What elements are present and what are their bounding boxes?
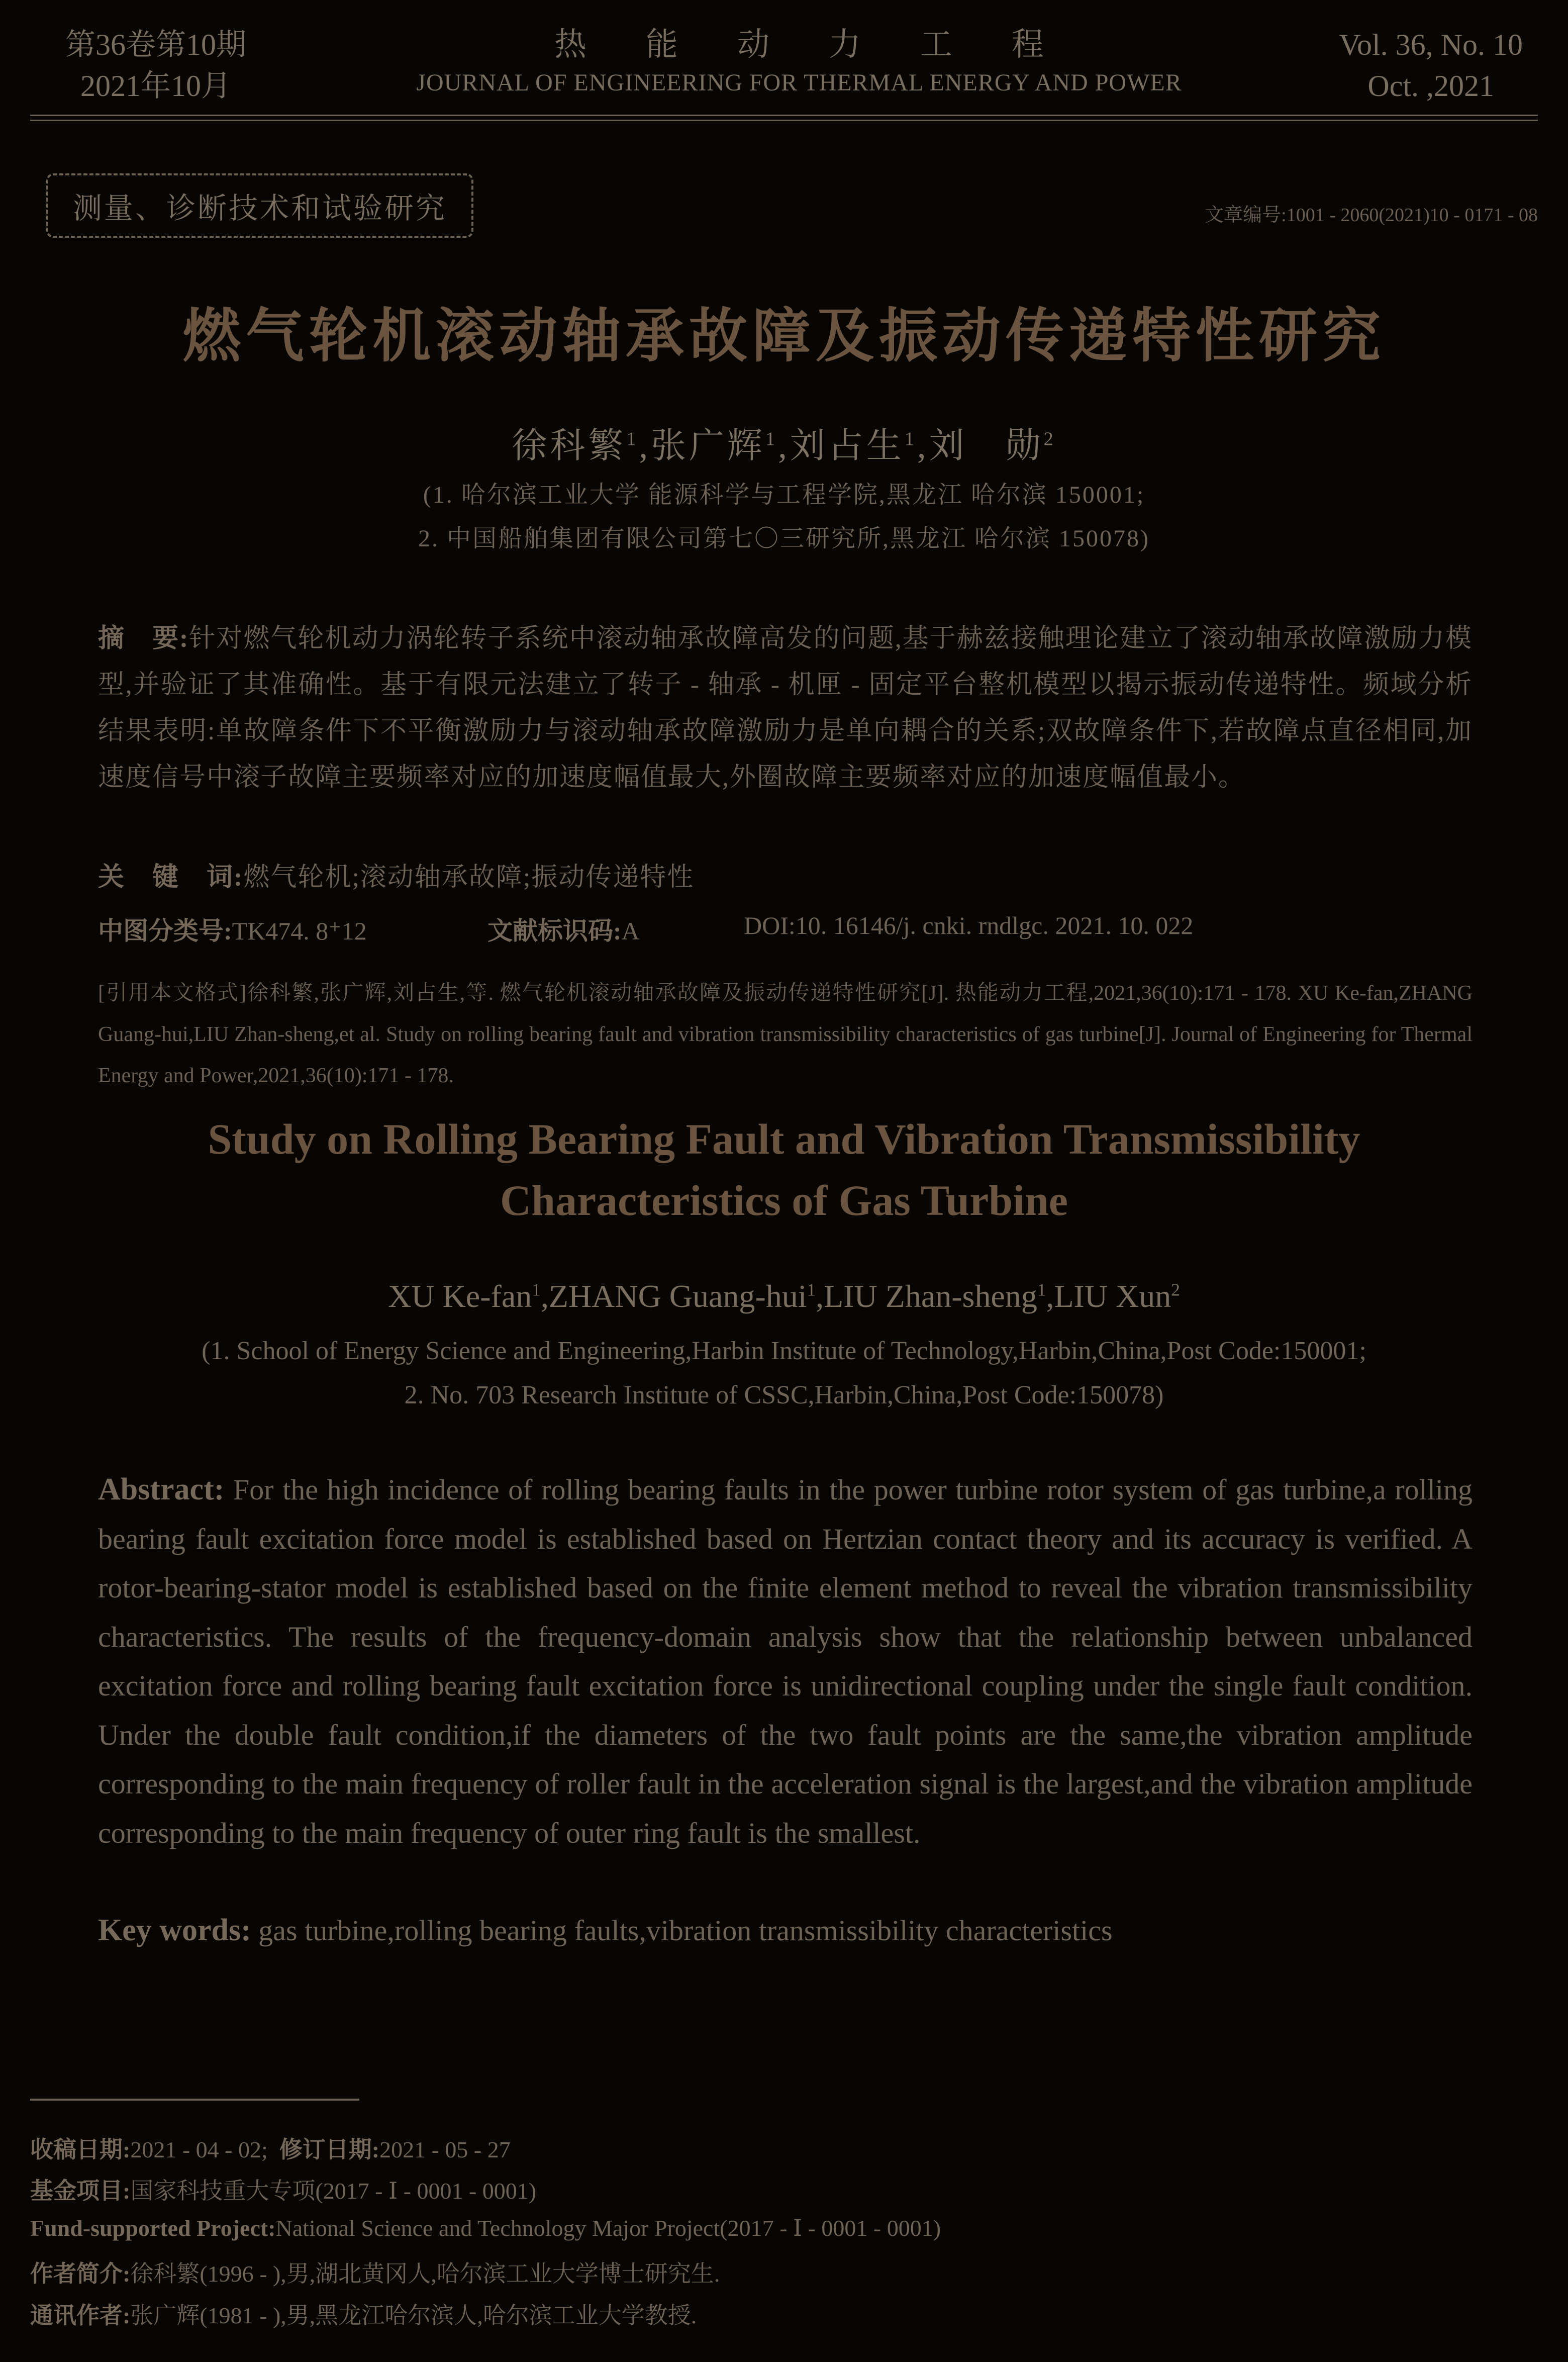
doc-code-label: 文献标识码: bbox=[487, 917, 622, 945]
author-affil-mark: 1 bbox=[765, 428, 778, 450]
issue-volume-en: Vol. 36, No. 10 bbox=[1339, 28, 1523, 61]
authors-cn: 徐科繁$^1$,张广辉$^1$,刘占生$^1$,刘 勋$^2$ bbox=[512, 427, 1056, 465]
author-affil-mark: 2 bbox=[1171, 1280, 1180, 1300]
abstract-cn-label: 摘 要: bbox=[98, 624, 189, 653]
journal-title-en: JOURNAL OF ENGINEERING FOR THERMAL ENERGY AND POWER bbox=[416, 69, 1182, 96]
affiliation-cn-2: 2. 中国船舶集团有限公司第七〇三研究所,黑龙江 哈尔滨 150078) bbox=[418, 525, 1150, 552]
keywords-cn bbox=[98, 855, 1473, 901]
issue-volume-cn: 第36卷第10期 bbox=[65, 28, 246, 61]
doi: DOI:10. 16146/j. cnki. rndlgc. 2021. 10. 022 bbox=[744, 911, 1194, 939]
author-affil-mark: 1 bbox=[1037, 1280, 1046, 1300]
issue-date-cn: 2021年10月 bbox=[80, 69, 231, 103]
received-label: 收稿日期: bbox=[30, 2137, 131, 2162]
abstract-cn bbox=[98, 616, 1473, 801]
author-cn: 刘 勋 bbox=[929, 427, 1044, 465]
abstract-cn-text: 针对燃气轮机动力涡轮转子系统中滚动轴承故障高发的问题,基于赫兹接触理论建立了滚动轴承故障激励力模型,并验证了其准确性。基于有限元法建立了转子 - 轴承 - 机匣 - 固定平台整机模型以揭示振动传递特性。频域分析结果表明:单故障条件下不平衡激励力与滚动轴承故障激励力是单向耦合的关系;双故障条件下,若故障点直径相同,加速度信号中滚子故障主要频率对应的加速度幅值最大,外圈故障主要频率对应的加速度幅值最小。 bbox=[98, 624, 1473, 792]
keywords-en-label: Key words: bbox=[98, 1913, 251, 1947]
journal-title-cn: 热能动力工程 bbox=[554, 27, 1103, 62]
title-en bbox=[0, 1108, 1568, 1231]
article-number: 文章编号:1001 - 2060(2021)10 - 0171 - 08 bbox=[1205, 205, 1538, 226]
affiliation-en-1: (1. School of Energy Science and Engineering,Harbin Institute of Technology,Harbin,China,Post Code:150001; bbox=[202, 1337, 1366, 1365]
footnote-author bbox=[30, 2255, 720, 2289]
abstract-en-text: For the high incidence of rolling bearing faults in the power turbine rotor system of gas turbine,a rolling bearing fault excitation force model is established based on Hertzian contact theory and its accuracy is verified. A rotor-bearing-stator model is established based on the finite element method to reveal the vibration transmissibility characteristics. The results of the frequency-domain analysis show that the relationship between unbalanced excitation force and rolling bearing fault excitation force is unidirectional coupling under the single fault condition. Under the double fault condition,if the diameters of the two fault points are the same,the vibration amplitude corresponding to the main frequency of roller fault in the acceleration signal is the largest,and the vibration amplitude corresponding to the main frequency of outer ring fault is the smallest. bbox=[98, 1473, 1473, 1849]
footnote-rule bbox=[30, 2099, 359, 2101]
fund-en-text: National Science and Technology Major Project(2017 - Ⅰ - 0001 - 0001) bbox=[275, 2215, 941, 2241]
keywords-cn-label: 关 键 词: bbox=[98, 863, 244, 892]
column-tag-label: 测量、诊断技术和试验研究 bbox=[72, 192, 447, 225]
footnote-fund-cn bbox=[30, 2172, 536, 2206]
classification-row bbox=[98, 911, 367, 947]
clc-value: TK474. 8⁺12 bbox=[232, 917, 367, 945]
keywords-cn-text: 燃气轮机;滚动轴承故障;振动传递特性 bbox=[243, 863, 695, 892]
author-affil-mark: 2 bbox=[1043, 428, 1056, 450]
column-tag bbox=[46, 173, 473, 238]
revised-label: 修订日期: bbox=[279, 2137, 380, 2162]
footnote-corresponding bbox=[30, 2297, 697, 2330]
citation-label: [引用本文格式] bbox=[98, 982, 246, 1005]
citation-text: 徐科繁,张广辉,刘占生,等. 燃气轮机滚动轴承故障及振动传递特性研究[J]. 热能动力工程,2021,36(10):171 - 178. XU Ke-fan,ZHANG Guang-hui,LIU Zhan-sheng,et al. Study on rolling bearing fault and vibration transmissibility characteristics of gas turbine[J]. Journal of Engineering for Thermal Energy and Power,2021,36(10):171 - 178. bbox=[98, 982, 1473, 1087]
author-bio-label: 作者简介: bbox=[30, 2261, 131, 2287]
author-cn: 张广辉 bbox=[651, 427, 765, 465]
title-cn: 燃气轮机滚动轴承故障及振动传递特性研究 bbox=[182, 302, 1386, 370]
author-en: LIU Zhan-sheng bbox=[824, 1278, 1037, 1314]
title-en-line-2: Characteristics of Gas Turbine bbox=[500, 1176, 1068, 1224]
author-en: XU Ke-fan bbox=[388, 1278, 532, 1314]
keywords-en-text: gas turbine,rolling bearing faults,vibration transmissibility characteristics bbox=[258, 1914, 1113, 1947]
received-date: 2021 - 04 - 02; bbox=[130, 2137, 268, 2162]
citation bbox=[98, 973, 1473, 1096]
author-en: LIU Xun bbox=[1054, 1278, 1171, 1314]
fund-cn-label: 基金项目: bbox=[30, 2178, 131, 2204]
footnote-dates bbox=[30, 2131, 511, 2164]
author-cn: 徐科繁 bbox=[512, 427, 627, 465]
journal-issue-cn bbox=[65, 24, 246, 107]
author-affil-mark: 1 bbox=[626, 428, 639, 450]
document-code bbox=[487, 911, 640, 947]
keywords-en bbox=[98, 1906, 1473, 1955]
affiliation-cn-1: (1. 哈尔滨工业大学 能源科学与工程学院,黑龙江 哈尔滨 150001; bbox=[423, 482, 1145, 508]
fund-cn-text: 国家科技重大专项(2017 - Ⅰ - 0001 - 0001) bbox=[130, 2178, 537, 2204]
clc-label: 中图分类号: bbox=[98, 917, 232, 945]
author-cn: 刘占生 bbox=[790, 427, 905, 465]
fund-en-label: Fund-supported Project: bbox=[30, 2215, 276, 2241]
author-affil-mark: 1 bbox=[807, 1280, 816, 1300]
journal-issue-en bbox=[1339, 24, 1523, 107]
author-bio-text: 徐科繁(1996 - ),男,湖北黄冈人,哈尔滨工业大学博士研究生. bbox=[130, 2261, 720, 2287]
issue-date-en: Oct. ,2021 bbox=[1367, 69, 1495, 103]
affiliation-en-2: 2. No. 703 Research Institute of CSSC,Harbin,China,Post Code:150078) bbox=[404, 1381, 1164, 1409]
doc-code-value: A bbox=[621, 917, 640, 945]
title-en-line-1: Study on Rolling Bearing Fault and Vibration Transmissibility bbox=[208, 1115, 1360, 1163]
footnote-fund-en bbox=[30, 2214, 941, 2241]
author-affil-mark: 1 bbox=[904, 428, 917, 450]
revised-date: 2021 - 05 - 27 bbox=[379, 2137, 511, 2162]
journal-title bbox=[382, 24, 1216, 101]
abstract-en-label: Abstract: bbox=[98, 1472, 225, 1506]
corresponding-text: 张广辉(1981 - ),男,黑龙江哈尔滨人,哈尔滨工业大学教授. bbox=[130, 2303, 697, 2328]
author-en: ZHANG Guang-hui bbox=[548, 1278, 807, 1314]
author-affil-mark: 1 bbox=[532, 1280, 541, 1300]
corresponding-label: 通讯作者: bbox=[30, 2303, 131, 2328]
authors-en: XU Ke-fan$^1$,ZHANG Guang-hui$^1$,LIU Zhan-sheng$^1$,LIU Xun$^2$ bbox=[388, 1278, 1180, 1314]
abstract-en bbox=[98, 1465, 1473, 1857]
header-rule-bottom bbox=[30, 120, 1538, 121]
header-rule-top bbox=[30, 115, 1538, 116]
